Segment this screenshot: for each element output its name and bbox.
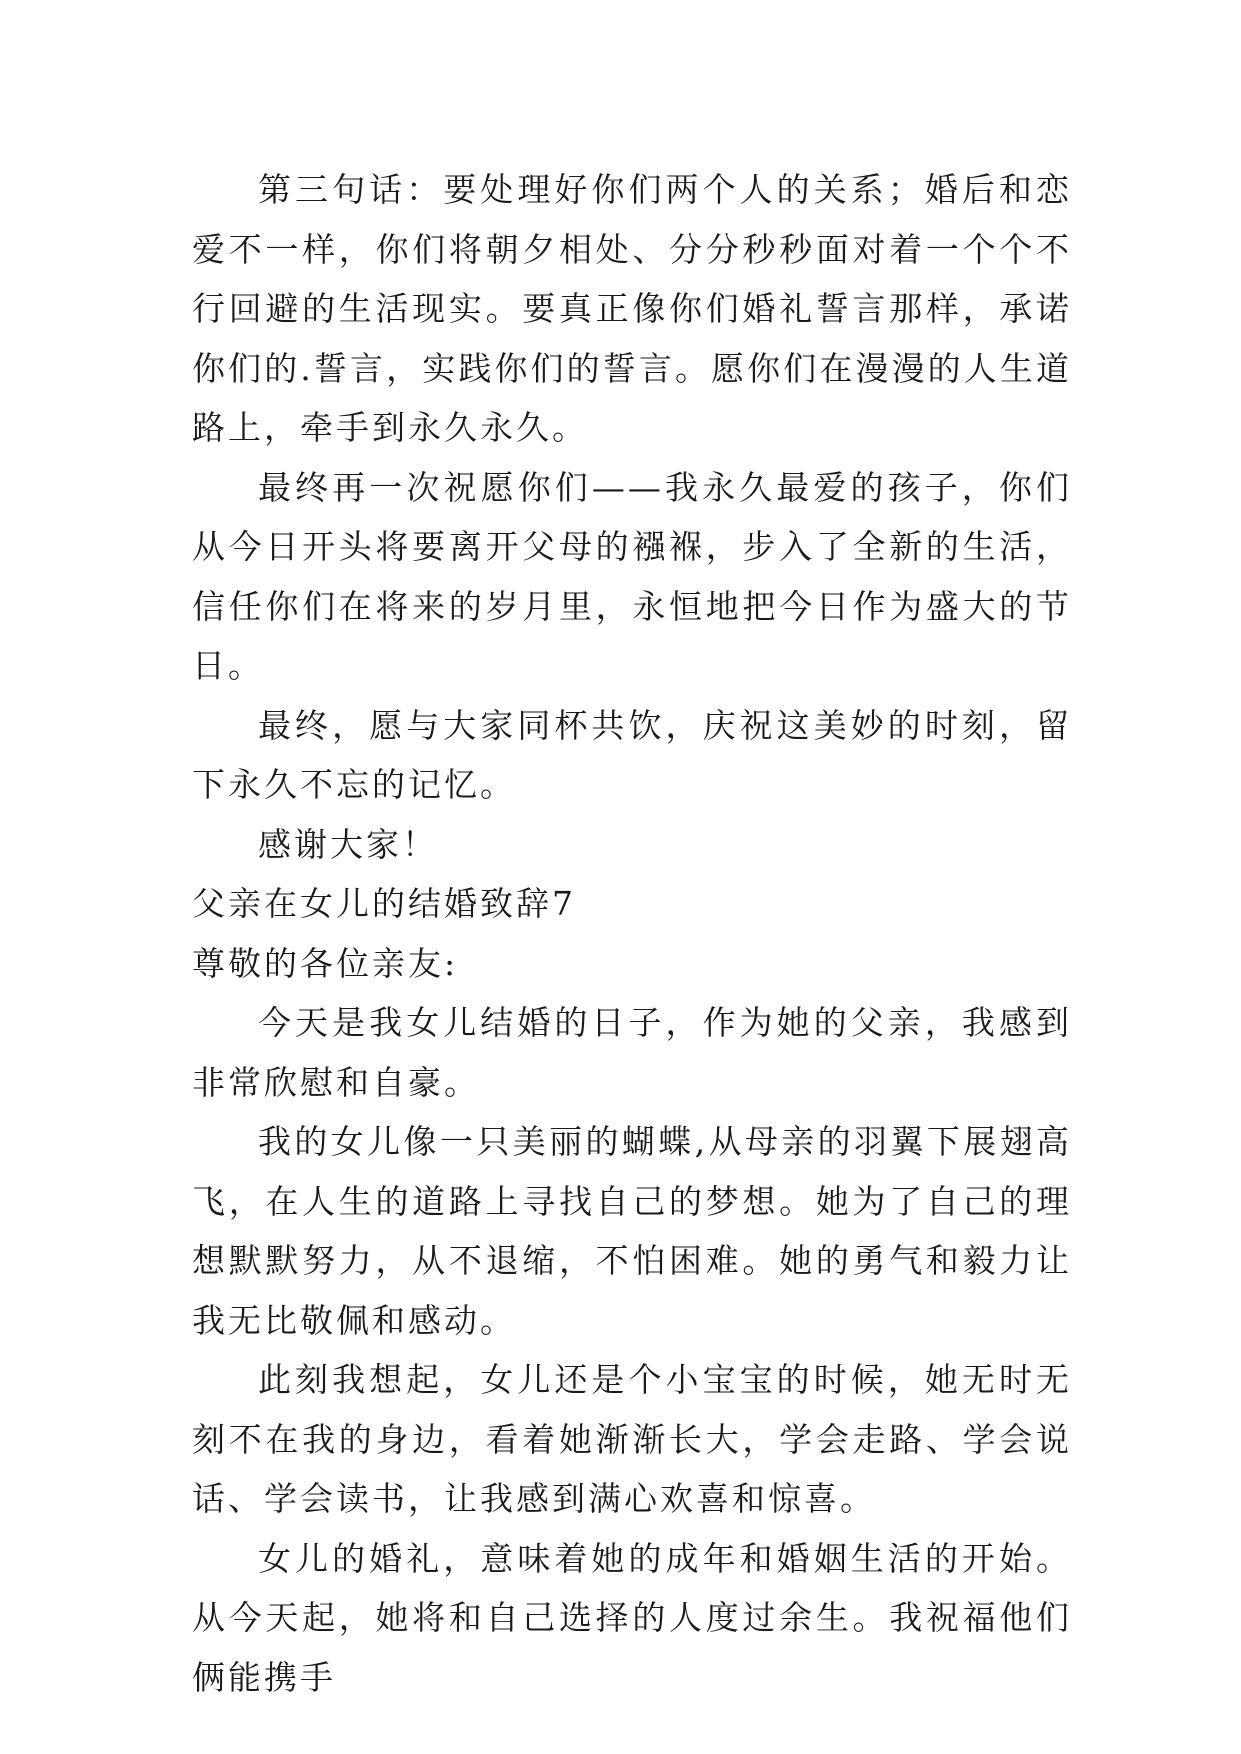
paragraph-third-words: 第三句话：要处理好你们两个人的关系；婚后和恋爱不一样，你们将朝夕相处、分分秒秒面对着一个个不行回避的生活现实。要真正像你们婚礼誓言那样，承诺你们的.誓言，实践你们的誓言。愿你们在漫漫的人生道路上，牵手到永久永久。 <box>192 170 1072 447</box>
document-body <box>192 160 1072 1707</box>
salutation: 尊敬的各位亲友: <box>192 943 459 983</box>
paragraph-wedding-day: 今天是我女儿结婚的日子，作为她的父亲，我感到非常欣慰和自豪。 <box>192 1003 1072 1102</box>
paragraph-final-wish: 最终再一次祝愿你们——我永久最爱的孩子，你们从今日开头将要离开父母的襁褓，步入了全新的生活，信任你们在将来的岁月里，永恒地把今日作为盛大的节日。 <box>192 467 1072 685</box>
paragraph-marriage-start: 女儿的婚礼，意味着她的成年和婚姻生活的开始。从今天起，她将和自己选择的人度过余生。我祝福他们俩能携手 <box>192 1538 1072 1697</box>
paragraph-toast: 最终，愿与大家同杯共饮，庆祝这美妙的时刻，留下永久不忘的记忆。 <box>192 705 1072 804</box>
paragraph-thanks: 感谢大家！ <box>258 824 438 864</box>
paragraph-memories: 此刻我想起，女儿还是个小宝宝的时候，她无时无刻不在我的身边，看着她渐渐长大，学会走路、学会说话、学会读书，让我感到满心欢喜和惊喜。 <box>192 1360 1072 1518</box>
section-title: 父亲在女儿的结婚致辞7 <box>192 884 576 923</box>
paragraph-butterfly: 我的女儿像一只美丽的蝴蝶,从母亲的羽翼下展翅高飞，在人生的道路上寻找自己的梦想。她为了自己的理想默默努力，从不退缩，不怕困难。她的勇气和毅力让我无比敬佩和感动。 <box>192 1122 1072 1340</box>
